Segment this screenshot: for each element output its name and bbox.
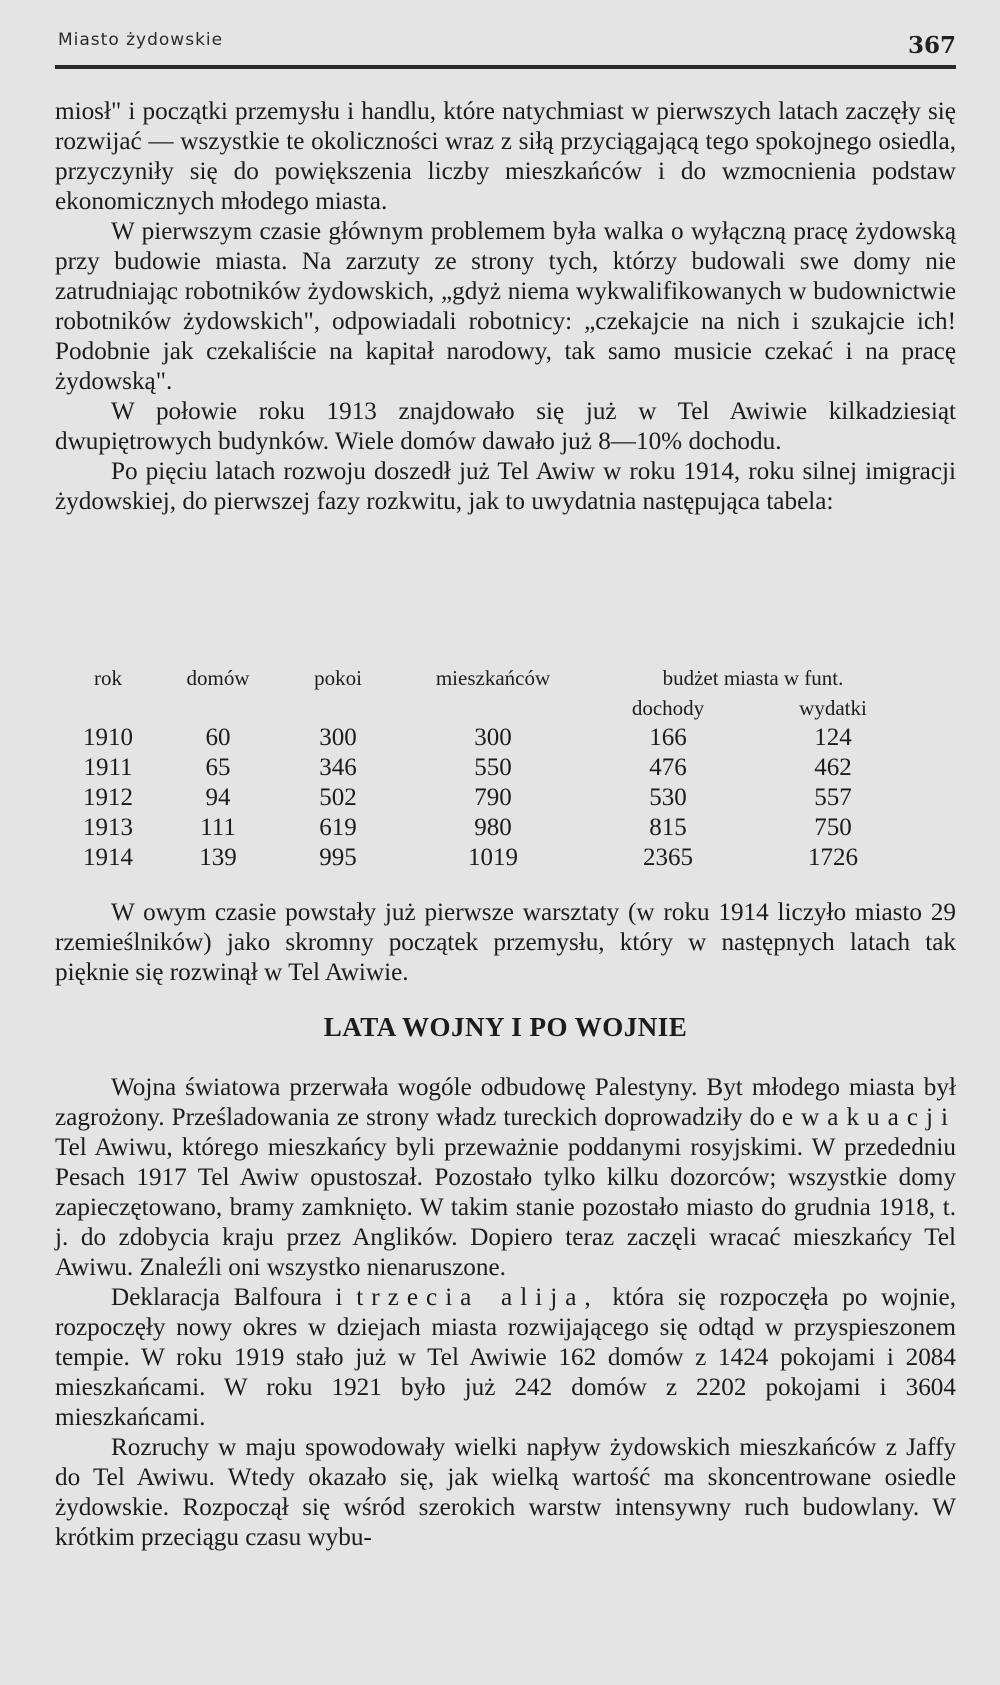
column-header: pokoi: [314, 665, 362, 690]
text-run: Tel Awiwu, którego mieszkańcy byli przeważnie poddanymi rosyjskimi. W przededniu Pesach 1917 Tel Awiw opustoszał. Pozostało tylko kilku dozorców; wszystkie domy zapieczętowano, bramy zamknięto. W takim stanie pozostało miasto do grudnia 1918, t. j. do zdobycia kraju przez Anglików. Dopiero teraz zaczęli wracać mieszkańcy Tel Awiwu. Znaleźli oni wszystko nienaruszone.: [55, 1134, 956, 1281]
table-cell: 139: [199, 844, 237, 871]
table-cell: 1912: [83, 784, 133, 811]
paragraph: W owym czasie powstały już pierwsze warsztaty (w roku 1914 liczyło miasto 29 rzemieślników) jako skromny początek przemysłu, który w następnych latach tak pięknie się rozwinął w Tel Awiwie.: [55, 899, 956, 986]
table-cell: 995: [319, 844, 357, 871]
table-cell: 300: [319, 724, 357, 751]
table-cell: 1910: [83, 724, 133, 751]
table-cell: 619: [319, 814, 357, 841]
table-cell: 1726: [808, 844, 858, 871]
body-text-after-table: [55, 898, 956, 988]
header-rule: [55, 65, 956, 69]
paragraph: miosł" i początki przemysłu i handlu, które natychmiast w pierwszych latach zaczęły się rozwijać — wszystkie te okoliczności wraz z siłą przyciągającą tego spokojnego osiedla, przyczyniły się do powiększenia liczby mieszkańców i do wzmocnienia podstaw ekonomicznych młodego miasta.: [55, 98, 956, 215]
paragraph: [55, 1283, 956, 1433]
body-text-section: [55, 1073, 956, 1553]
paragraph: [55, 1073, 956, 1283]
table-cell: 790: [474, 784, 512, 811]
column-header: domów: [186, 665, 250, 690]
table-subheader-row: [58, 693, 918, 723]
table-cell: 550: [474, 754, 512, 781]
section-heading: LATA WOJNY I PO WOJNIE: [323, 1012, 688, 1042]
page-number: 367: [907, 32, 956, 59]
statistics-table: [58, 663, 918, 873]
spaced-emphasis: ewakuacji: [781, 1104, 956, 1131]
paragraph: W połowie roku 1913 znajdowało się już w Tel Awiwie kilkadziesiąt dwupiętrowych budynków. Wiele domów dawało już 8—10% dochodu.: [55, 398, 956, 455]
table-cell: 65: [205, 754, 231, 781]
table-row: [58, 753, 918, 783]
text-run: która się rozpoczęła po wojnie, rozpoczęły nowy okres w dziejach miasta rozwijającego się odtąd w przyspieszonem tempie. W roku 1919 stało już w Tel Awiwie 162 domów z 1424 pokojami i 2084 mieszkańcami. W roku 1921 było już 242 domów z 2202 pokojami i 3604 mieszkańcami.: [55, 1284, 957, 1431]
text-run: Wojna światowa przerwała wogóle odbudowę Palestyny. Byt młodego miasta był zagrożony. Prześladowania ze strony władz tureckich doprowadziły do: [55, 1074, 956, 1131]
table-cell: 502: [319, 784, 357, 811]
table-cell: 60: [205, 724, 231, 751]
table-row: [58, 843, 918, 873]
spaced-emphasis: trzecia alija,: [356, 1284, 599, 1311]
table-cell: 530: [649, 784, 687, 811]
table-cell: 94: [205, 784, 231, 811]
table-row: [58, 783, 918, 813]
paragraph: W pierwszym czasie głównym problemem była walka o wyłączną pracę żydowską przy budowie miasta. Na zarzuty ze strony tych, którzy budowali swe domy nie zatrudniając robotników żydowskich, „gdyż niema wykwalifikowanych w budownictwie robotników żydowskich", odpowiadali robotnicy: „czekajcie na nich i szukajcie ich! Podobnie jak czekaliście na kapitał narodowy, tak samo musicie czekać i na pracę żydowską".: [55, 218, 956, 395]
column-header: rok: [94, 665, 122, 690]
text-run: Deklaracja Balfoura i: [111, 1284, 343, 1311]
table-row: [58, 813, 918, 843]
table-cell: 1914: [83, 844, 133, 871]
table-cell: 1911: [83, 754, 133, 781]
running-header: [58, 30, 956, 64]
table-cell: 462: [814, 754, 852, 781]
table-cell: 124: [814, 724, 852, 751]
column-header: mieszkańców: [435, 665, 551, 690]
table-cell: 300: [474, 724, 512, 751]
table-cell: 346: [319, 754, 357, 781]
table-cell: 111: [200, 814, 236, 841]
table-cell: 980: [474, 814, 512, 841]
body-text-top: [55, 97, 956, 517]
table-cell: 476: [649, 754, 687, 781]
running-title: Miasto żydowskie: [58, 30, 224, 50]
table-cell: 750: [814, 814, 852, 841]
column-subheader: wydatki: [799, 695, 867, 720]
paragraph: Rozruchy w maju spowodowały wielki napływ żydowskich mieszkańców z Jaffy do Tel Awiwu. Wtedy okazało się, jak wielką wartość ma skoncentrowane osiedle żydowskie. Rozpoczął się wśród szerokich warstw intensywny ruch budowlany. W krótkim przeciągu czasu wybu-: [55, 1434, 956, 1551]
table-cell: 2365: [643, 844, 693, 871]
table-cell: 557: [814, 784, 852, 811]
table-cell: 166: [649, 724, 687, 751]
paragraph: Po pięciu latach rozwoju doszedł już Tel Awiw w roku 1914, roku silnej imigracji żydowskiej, do pierwszej fazy rozkwitu, jak to uwydatnia następująca tabela:: [55, 458, 956, 515]
table-header-row: [58, 663, 918, 693]
table-cell: 1019: [468, 844, 518, 871]
table-cell: 815: [649, 814, 687, 841]
column-header: budżet miasta w funt.: [662, 665, 844, 690]
table-row: [58, 723, 918, 753]
table-cell: 1913: [83, 814, 133, 841]
column-subheader: dochody: [631, 695, 705, 720]
